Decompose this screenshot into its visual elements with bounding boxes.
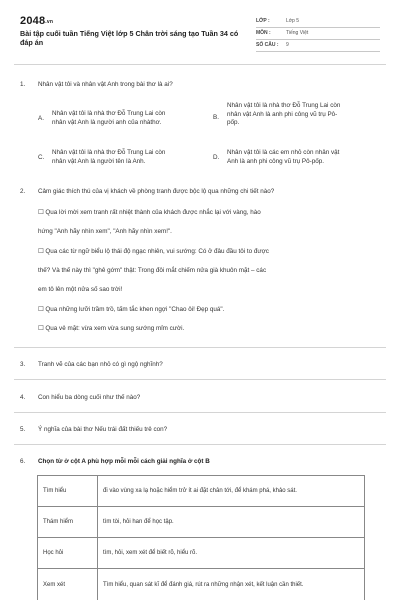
- divider: [14, 444, 386, 445]
- column-b-cell[interactable]: đi vào vùng xa lạ hoặc hiểm trở ít ai đặt chân tới, để khám phá, khảo sát.: [98, 476, 365, 507]
- option-text: [52, 110, 165, 127]
- divider: [14, 379, 386, 380]
- column-a-cell[interactable]: Xem xét: [38, 569, 98, 600]
- divider: [14, 412, 386, 413]
- question-text: Chọn từ ở cột A phù hợp mỗi mỗi cách giải nghĩa ở cột B: [38, 458, 210, 465]
- column-a-cell[interactable]: Thám hiểm: [38, 507, 98, 538]
- option-line: Nhân vật tôi là nhà thơ Đỗ Trung Lai còn: [52, 149, 166, 156]
- option-letter: D.: [213, 154, 220, 161]
- question-text: Con hiểu ba dòng cuối như thế nào?: [38, 394, 141, 401]
- option-letter: C.: [38, 154, 45, 161]
- logo-tld: .vn: [45, 19, 54, 25]
- option-line: nhân vật Anh là người tên là Anh.: [52, 157, 146, 165]
- meta-key: LỚP :: [256, 18, 270, 25]
- checkbox-option-4[interactable]: ☐ Qua vẻ mặt: vừa xem vừa sung sướng mỉm cười.: [38, 325, 185, 332]
- option-line: nhân vật Anh là anh phi công vũ trụ Pô-: [227, 110, 338, 118]
- option-line: Nhân vật tôi là nhà thơ Đỗ Trung Lai còn: [52, 110, 166, 117]
- meta-info: [256, 16, 380, 52]
- question-number: 5.: [20, 426, 26, 433]
- meta-value: Tiếng Việt: [286, 30, 309, 37]
- table-row: [38, 507, 365, 538]
- question-text: Nhân vật tôi và nhân vật Anh trong bài thơ là ai?: [38, 81, 173, 88]
- option-text: [52, 149, 165, 166]
- question-text: Cảm giác thích thú của vị khách về phòng tranh được bộc lộ qua những chi tiết nào?: [38, 188, 275, 195]
- checkbox-option-1[interactable]: ☐ Qua lời mời xem tranh rất nhiệt thành của khách được nhắc lại với vàng, hào: [38, 209, 261, 216]
- question-number: 2.: [20, 188, 26, 195]
- column-b-cell[interactable]: tìm tòi, hỏi han để học tập.: [98, 507, 365, 538]
- column-b-cell[interactable]: tìm, hỏi, xem xét để biết rõ, hiểu rõ.: [98, 538, 365, 569]
- checkbox-option-3[interactable]: ☐ Qua những lưỡi trầm trồ, tấm tắc khen ngợi "Chao ôi! Đẹp quá".: [38, 306, 225, 313]
- document-title: Bài tập cuối tuần Tiếng Việt lớp 5 Chân trời sáng tạo Tuần 34 có đáp án: [20, 29, 239, 48]
- meta-key: MÔN :: [256, 30, 271, 37]
- option-line: pốp.: [227, 119, 240, 126]
- column-a-cell[interactable]: Tìm hiểu: [38, 476, 98, 507]
- matching-table: [37, 475, 365, 600]
- option-letter: A.: [38, 115, 44, 122]
- divider: [14, 347, 386, 348]
- question-text: Ý nghĩa của bài thơ Nếu trái đất thiếu trẻ con?: [38, 426, 168, 433]
- question-text: Tranh vẽ của các bạn nhỏ có gì ngộ nghĩnh?: [38, 361, 163, 368]
- checkbox-option-2-cont: em tô lên một nửa số sao trời!: [38, 286, 123, 293]
- checkbox-option-2-cont: thế? Và thế này thì "ghê gớm" thật: Trong đôi mắt chiếm nửa già khuôn mặt – các: [38, 267, 267, 274]
- option-line: Nhân vật tôi là các em nhỏ còn nhân vật: [227, 149, 340, 156]
- checkbox-option-2[interactable]: ☐ Qua các từ ngữ biểu lộ thái độ ngạc nhiên, vui sướng: Có ở đâu đầu tôi to được: [38, 248, 269, 255]
- question-number: 4.: [20, 394, 26, 401]
- question-number: 3.: [20, 361, 26, 368]
- option-text: [227, 149, 339, 166]
- meta-key: SỐ CÂU :: [256, 42, 279, 49]
- option-line: Anh là anh phi công vũ trụ Pô-pốp.: [227, 157, 324, 165]
- table-row: [38, 569, 365, 600]
- table-row: [38, 476, 365, 507]
- column-a-cell[interactable]: Học hỏi: [38, 538, 98, 569]
- document-header: [20, 14, 380, 54]
- logo-main: 2048: [20, 15, 46, 27]
- option-letter: B.: [213, 114, 219, 121]
- table-row: [38, 538, 365, 569]
- column-b-cell[interactable]: Tìm hiểu, quan sát kĩ để đánh giá, rút ra những nhận xét, kết luận cần thiết.: [98, 569, 365, 600]
- meta-row-question-count: [256, 40, 380, 52]
- option-text: [227, 102, 340, 128]
- site-logo[interactable]: [20, 14, 53, 29]
- option-line: nhân vật Anh là người anh của nhàthơ.: [52, 118, 162, 126]
- question-number: 1.: [20, 81, 26, 88]
- option-line: Nhân vật tôi là nhà thơ Đỗ Trung Lai còn: [227, 102, 341, 109]
- question-number: 6.: [20, 458, 26, 465]
- meta-value: Lớp 5: [286, 18, 300, 25]
- meta-value: 9: [286, 42, 289, 49]
- checkbox-option-1-cont: hứng "Anh hãy nhìn xem", "Anh hãy nhìn xem!".: [38, 228, 172, 235]
- meta-row-subject: [256, 28, 380, 40]
- meta-row-grade: [256, 16, 380, 28]
- divider: [14, 64, 386, 65]
